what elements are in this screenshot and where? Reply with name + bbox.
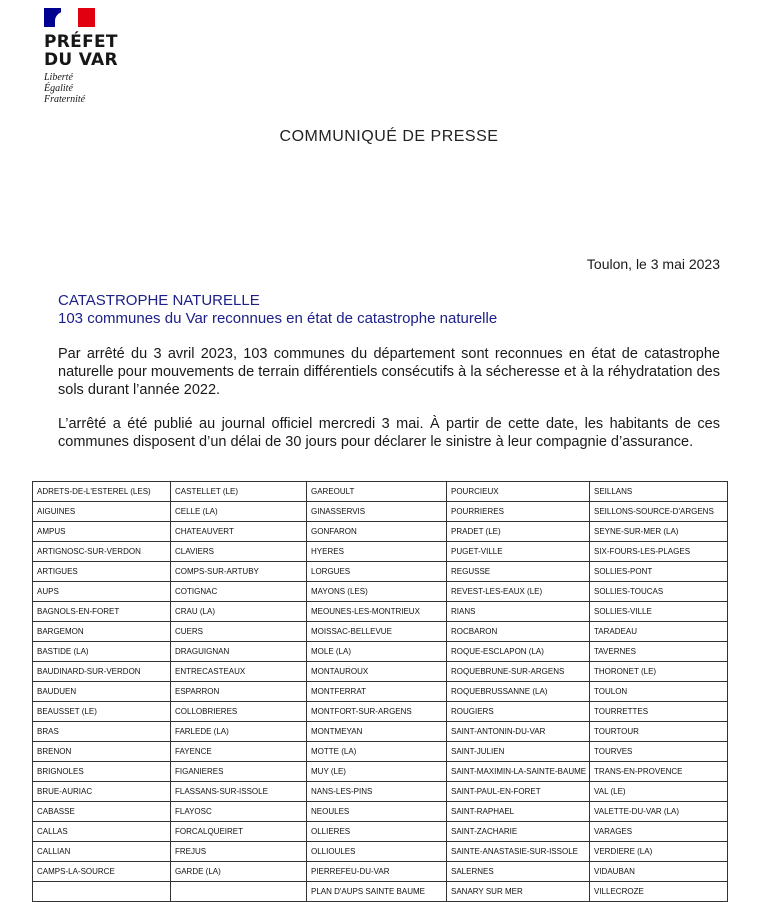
commune-cell: TOURRETTES: [590, 702, 728, 722]
table-row: [33, 702, 728, 722]
commune-cell: FAYENCE: [171, 742, 307, 762]
commune-cell: SOLLIES-PONT: [590, 562, 728, 582]
commune-cell: PRADET (LE): [447, 522, 590, 542]
commune-cell: HYERES: [307, 542, 447, 562]
press-release-date: Toulon, le 3 mai 2023: [586, 256, 720, 272]
commune-cell: TOULON: [590, 682, 728, 702]
communes-table: [32, 481, 728, 902]
commune-cell: VILLECROZE: [590, 882, 728, 902]
commune-cell: DRAGUIGNAN: [171, 642, 307, 662]
commune-cell: SOLLIES-TOUCAS: [590, 582, 728, 602]
motto-fraternite: Fraternité: [44, 94, 86, 105]
commune-cell: ROQUE-ESCLAPON (LA): [447, 642, 590, 662]
commune-cell: FLAYOSC: [171, 802, 307, 822]
commune-cell: MAYONS (LES): [307, 582, 447, 602]
commune-cell: BRUE-AURIAC: [33, 782, 171, 802]
commune-cell: TOURTOUR: [590, 722, 728, 742]
commune-cell: SEYNE-SUR-MER (LA): [590, 522, 728, 542]
commune-cell: AMPUS: [33, 522, 171, 542]
logo-motto: [44, 72, 164, 105]
commune-cell: PLAN D'AUPS SAINTE BAUME: [307, 882, 447, 902]
commune-cell: TOURVES: [590, 742, 728, 762]
commune-cell: BRAS: [33, 722, 171, 742]
table-row: [33, 502, 728, 522]
commune-cell: BAGNOLS-EN-FORET: [33, 602, 171, 622]
commune-cell: COTIGNAC: [171, 582, 307, 602]
commune-cell: CAMPS-LA-SOURCE: [33, 862, 171, 882]
commune-cell: MUY (LE): [307, 762, 447, 782]
commune-cell: MOLE (LA): [307, 642, 447, 662]
table-row: [33, 762, 728, 782]
commune-cell: ADRETS-DE-L'ESTEREL (LES): [33, 482, 171, 502]
commune-cell: REGUSSE: [447, 562, 590, 582]
logo-title-line2: DU VAR: [44, 50, 118, 70]
commune-cell: MOISSAC-BELLEVUE: [307, 622, 447, 642]
commune-cell: MEOUNES-LES-MONTRIEUX: [307, 602, 447, 622]
commune-cell: ARTIGUES: [33, 562, 171, 582]
commune-cell: RIANS: [447, 602, 590, 622]
table-row: [33, 842, 728, 862]
table-row: [33, 542, 728, 562]
commune-cell: SOLLIES-VILLE: [590, 602, 728, 622]
motto-liberte: Liberté: [44, 72, 73, 83]
commune-cell: [33, 882, 171, 902]
commune-cell: CABASSE: [33, 802, 171, 822]
commune-cell: MONTAUROUX: [307, 662, 447, 682]
commune-cell: PUGET-VILLE: [447, 542, 590, 562]
commune-cell: SAINTE-ANASTASIE-SUR-ISSOLE: [447, 842, 590, 862]
commune-cell: AUPS: [33, 582, 171, 602]
commune-cell: BASTIDE (LA): [33, 642, 171, 662]
commune-cell: TRANS-EN-PROVENCE: [590, 762, 728, 782]
commune-cell: SAINT-JULIEN: [447, 742, 590, 762]
commune-cell: TARADEAU: [590, 622, 728, 642]
commune-cell: THORONET (LE): [590, 662, 728, 682]
commune-cell: BARGEMON: [33, 622, 171, 642]
table-row: [33, 662, 728, 682]
commune-cell: CELLE (LA): [171, 502, 307, 522]
commune-cell: CUERS: [171, 622, 307, 642]
commune-cell: BRIGNOLES: [33, 762, 171, 782]
commune-cell: MOTTE (LA): [307, 742, 447, 762]
commune-cell: POURCIEUX: [447, 482, 590, 502]
commune-cell: GAREOULT: [307, 482, 447, 502]
commune-cell: VARAGES: [590, 822, 728, 842]
prefecture-logo: [44, 8, 164, 105]
headline: [58, 292, 718, 328]
commune-cell: SAINT-ZACHARIE: [447, 822, 590, 842]
commune-cell: MONTMEYAN: [307, 722, 447, 742]
paragraph-publication: L’arrêté a été publié au journal officiel mercredi 3 mai. À partir de cette date, les habitants de ces communes disposent d’un délai de 30 jours pour déclarer le sinistre à leur compagnie d’assurance.: [58, 416, 720, 450]
commune-cell: CALLAS: [33, 822, 171, 842]
commune-cell: REVEST-LES-EAUX (LE): [447, 582, 590, 602]
commune-cell: MONTFORT-SUR-ARGENS: [307, 702, 447, 722]
commune-cell: FREJUS: [171, 842, 307, 862]
table-row: [33, 782, 728, 802]
commune-cell: BRENON: [33, 742, 171, 762]
logo-title-line1: PRÉFET: [44, 32, 118, 52]
headline-line2: 103 communes du Var reconnues en état de catastrophe naturelle: [58, 310, 498, 327]
headline-line1: CATASTROPHE NATURELLE: [58, 292, 260, 309]
motto-egalite: Égalité: [44, 83, 73, 94]
commune-cell: VIDAUBAN: [590, 862, 728, 882]
document-title: COMMUNIQUÉ DE PRESSE: [279, 128, 499, 145]
commune-cell: SEILLONS-SOURCE-D'ARGENS: [590, 502, 728, 522]
commune-cell: SALERNES: [447, 862, 590, 882]
commune-cell: GONFARON: [307, 522, 447, 542]
commune-cell: VAL (LE): [590, 782, 728, 802]
commune-cell: MONTFERRAT: [307, 682, 447, 702]
commune-cell: CASTELLET (LE): [171, 482, 307, 502]
commune-cell: GINASSERVIS: [307, 502, 447, 522]
table-row: [33, 482, 728, 502]
commune-cell: CHATEAUVERT: [171, 522, 307, 542]
table-row: [33, 622, 728, 642]
paragraph-arrete: Par arrêté du 3 avril 2023, 103 communes du département sont reconnues en état de catastrophe naturelle pour mouvements de terrain différentiels consécutifs à la sécheresse et à la réhydratation des sols durant l’année 2022.: [58, 346, 720, 398]
commune-cell: ROCBARON: [447, 622, 590, 642]
commune-cell: FLASSANS-SUR-ISSOLE: [171, 782, 307, 802]
table-row: [33, 722, 728, 742]
commune-cell: NEOULES: [307, 802, 447, 822]
table-row: [33, 602, 728, 622]
logo-title: [44, 33, 164, 69]
commune-cell: FIGANIERES: [171, 762, 307, 782]
commune-cell: COMPS-SUR-ARTUBY: [171, 562, 307, 582]
commune-cell: ROQUEBRUNE-SUR-ARGENS: [447, 662, 590, 682]
table-row: [33, 822, 728, 842]
commune-cell: SAINT-PAUL-EN-FORET: [447, 782, 590, 802]
table-row: [33, 682, 728, 702]
commune-cell: VERDIERE (LA): [590, 842, 728, 862]
commune-cell: COLLOBRIERES: [171, 702, 307, 722]
commune-cell: CLAVIERS: [171, 542, 307, 562]
commune-cell: SAINT-ANTONIN-DU-VAR: [447, 722, 590, 742]
commune-cell: BEAUSSET (LE): [33, 702, 171, 722]
commune-cell: ROUGIERS: [447, 702, 590, 722]
commune-cell: SANARY SUR MER: [447, 882, 590, 902]
table-row: [33, 742, 728, 762]
commune-cell: SAINT-MAXIMIN-LA-SAINTE-BAUME: [447, 762, 590, 782]
table-row: [33, 882, 728, 902]
marianne-flag-icon: [44, 8, 95, 27]
commune-cell: CALLIAN: [33, 842, 171, 862]
commune-cell: LORGUES: [307, 562, 447, 582]
table-row: [33, 802, 728, 822]
commune-cell: VALETTE-DU-VAR (LA): [590, 802, 728, 822]
commune-cell: OLLIERES: [307, 822, 447, 842]
table-row: [33, 582, 728, 602]
commune-cell: POURRIERES: [447, 502, 590, 522]
table-row: [33, 642, 728, 662]
commune-cell: NANS-LES-PINS: [307, 782, 447, 802]
commune-cell: ENTRECASTEAUX: [171, 662, 307, 682]
commune-cell: SAINT-RAPHAEL: [447, 802, 590, 822]
commune-cell: CRAU (LA): [171, 602, 307, 622]
table-row: [33, 862, 728, 882]
commune-cell: OLLIOULES: [307, 842, 447, 862]
commune-cell: ARTIGNOSC-SUR-VERDON: [33, 542, 171, 562]
commune-cell: FARLEDE (LA): [171, 722, 307, 742]
commune-cell: SIX-FOURS-LES-PLAGES: [590, 542, 728, 562]
commune-cell: BAUDUEN: [33, 682, 171, 702]
commune-cell: ESPARRON: [171, 682, 307, 702]
commune-cell: SEILLANS: [590, 482, 728, 502]
table-row: [33, 562, 728, 582]
commune-cell: FORCALQUEIRET: [171, 822, 307, 842]
commune-cell: BAUDINARD-SUR-VERDON: [33, 662, 171, 682]
commune-cell: AIGUINES: [33, 502, 171, 522]
commune-cell: TAVERNES: [590, 642, 728, 662]
commune-cell: PIERREFEU-DU-VAR: [307, 862, 447, 882]
commune-cell: GARDE (LA): [171, 862, 307, 882]
commune-cell: [171, 882, 307, 902]
commune-cell: ROQUEBRUSSANNE (LA): [447, 682, 590, 702]
table-row: [33, 522, 728, 542]
